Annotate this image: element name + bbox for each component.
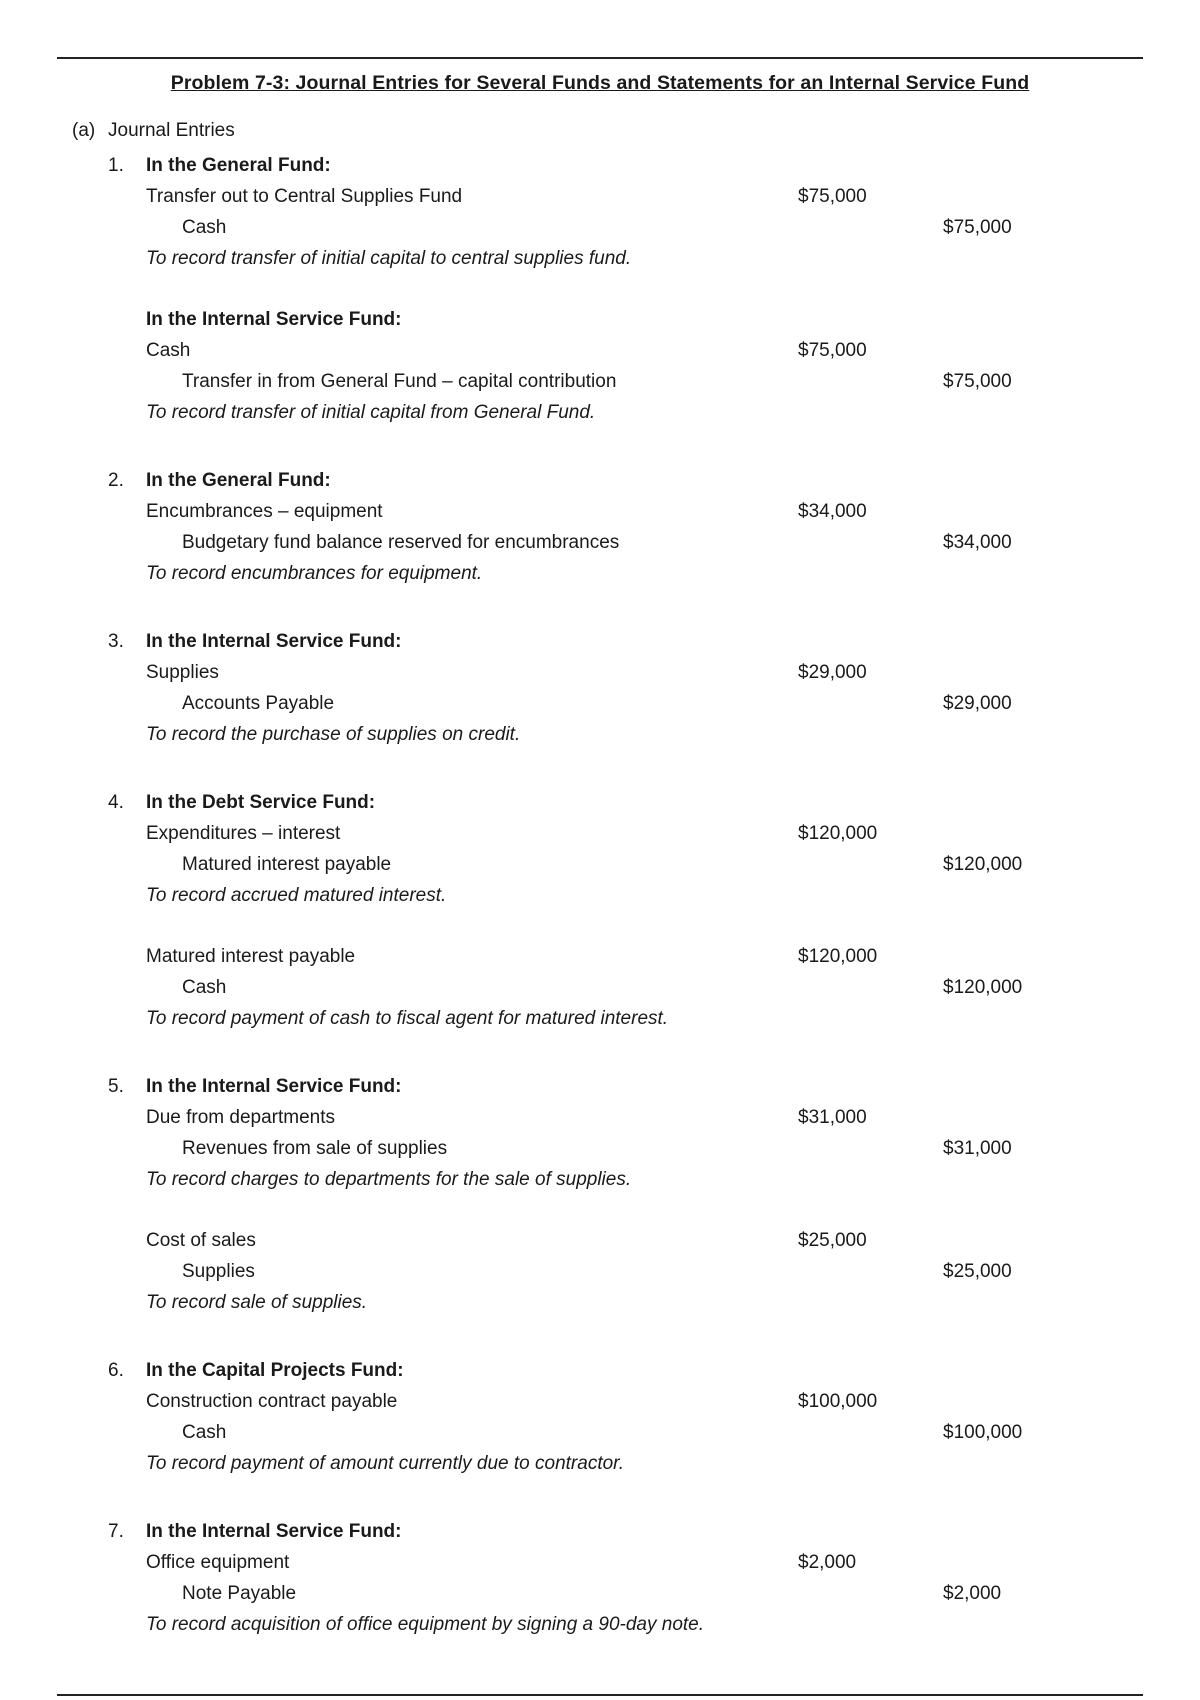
debit-line (0, 496, 1200, 527)
entry-group (0, 787, 1200, 1034)
debit-amount: $120,000 (798, 946, 878, 967)
credit-line (0, 688, 1200, 719)
credit-amount: $34,000 (943, 532, 1012, 553)
description-line (0, 1287, 1200, 1318)
credit-amount: $75,000 (943, 371, 1012, 392)
credit-line (0, 527, 1200, 558)
entry-description: To record payment of amount currently due to contractor. (146, 1453, 625, 1474)
credit-account: Note Payable (182, 1583, 297, 1604)
journal-entry (0, 150, 1200, 274)
credit-line (0, 212, 1200, 243)
credit-line (0, 1417, 1200, 1448)
journal-entry (0, 1355, 1200, 1479)
journal-entry (0, 304, 1200, 428)
entry-group (0, 626, 1200, 750)
debit-line (0, 657, 1200, 688)
journal-entry (0, 1225, 1200, 1318)
debit-amount: $100,000 (798, 1391, 878, 1412)
credit-amount: $120,000 (943, 977, 1023, 998)
entry-description: To record accrued matured interest. (146, 885, 447, 906)
fund-heading: In the Internal Service Fund: (146, 1521, 402, 1542)
journal-entry (0, 626, 1200, 750)
credit-line (0, 849, 1200, 880)
entry-description: To record acquisition of office equipment by signing a 90-day note. (146, 1614, 705, 1635)
debit-account: Construction contract payable (146, 1391, 398, 1412)
section-label: Journal Entries (108, 120, 235, 141)
debit-amount: $2,000 (798, 1552, 857, 1573)
section-heading (72, 120, 235, 142)
entry-group (0, 1355, 1200, 1479)
credit-account: Cash (182, 217, 227, 238)
entry-number: 2. (108, 470, 124, 491)
fund-line (0, 1355, 1200, 1386)
debit-account: Cash (146, 340, 191, 361)
entry-number: 5. (108, 1076, 124, 1097)
description-line (0, 1448, 1200, 1479)
entry-group (0, 150, 1200, 428)
entry-group (0, 465, 1200, 589)
credit-amount: $2,000 (943, 1583, 1002, 1604)
credit-amount: $120,000 (943, 854, 1023, 875)
credit-line (0, 1133, 1200, 1164)
entry-group (0, 1516, 1200, 1640)
fund-line (0, 787, 1200, 818)
credit-amount: $100,000 (943, 1422, 1023, 1443)
entry-description: To record payment of cash to fiscal agent for matured interest. (146, 1008, 669, 1029)
credit-line (0, 972, 1200, 1003)
entry-number: 1. (108, 155, 124, 176)
fund-heading: In the Capital Projects Fund: (146, 1360, 404, 1381)
page-title: Problem 7-3: Journal Entries for Several Funds and Statements for an Internal Service Fund (170, 72, 1030, 94)
debit-line (0, 1386, 1200, 1417)
credit-account: Transfer in from General Fund – capital contribution (182, 371, 617, 392)
entry-number: 4. (108, 792, 124, 813)
fund-heading: In the General Fund: (146, 155, 331, 176)
entry-number: 3. (108, 631, 124, 652)
journal-entry (0, 465, 1200, 589)
description-line (0, 1164, 1200, 1195)
debit-amount: $31,000 (798, 1107, 867, 1128)
entry-number: 6. (108, 1360, 124, 1381)
journal-entry (0, 941, 1200, 1034)
description-line (0, 719, 1200, 750)
description-line (0, 1003, 1200, 1034)
entry-group (0, 1071, 1200, 1318)
debit-line (0, 335, 1200, 366)
debit-account: Due from departments (146, 1107, 336, 1128)
debit-amount: $75,000 (798, 186, 867, 207)
description-line (0, 243, 1200, 274)
debit-account: Expenditures – interest (146, 823, 341, 844)
top-rule (57, 57, 1143, 59)
credit-line (0, 366, 1200, 397)
fund-heading: In the General Fund: (146, 470, 331, 491)
journal-entry (0, 787, 1200, 911)
credit-line (0, 1256, 1200, 1287)
credit-amount: $25,000 (943, 1261, 1012, 1282)
debit-account: Cost of sales (146, 1230, 256, 1251)
entry-description: To record transfer of initial capital from General Fund. (146, 402, 596, 423)
journal-entries (0, 150, 1200, 1677)
debit-account: Encumbrances – equipment (146, 501, 383, 522)
credit-amount: $75,000 (943, 217, 1012, 238)
debit-account: Supplies (146, 662, 219, 683)
debit-amount: $120,000 (798, 823, 878, 844)
entry-number: 7. (108, 1521, 124, 1542)
credit-line (0, 1578, 1200, 1609)
bottom-rule (57, 1694, 1143, 1696)
fund-line (0, 626, 1200, 657)
fund-line (0, 465, 1200, 496)
debit-line (0, 941, 1200, 972)
credit-account: Revenues from sale of supplies (182, 1138, 448, 1159)
fund-heading: In the Debt Service Fund: (146, 792, 376, 813)
credit-amount: $29,000 (943, 693, 1012, 714)
journal-entry (0, 1071, 1200, 1195)
section-letter: (a) (72, 120, 96, 141)
fund-heading: In the Internal Service Fund: (146, 309, 402, 330)
debit-account: Office equipment (146, 1552, 290, 1573)
credit-account: Matured interest payable (182, 854, 392, 875)
entry-description: To record charges to departments for the sale of supplies. (146, 1169, 632, 1190)
debit-account: Transfer out to Central Supplies Fund (146, 186, 463, 207)
description-line (0, 1609, 1200, 1640)
entry-description: To record transfer of initial capital to central supplies fund. (146, 248, 632, 269)
fund-heading: In the Internal Service Fund: (146, 631, 402, 652)
credit-account: Supplies (182, 1261, 255, 1282)
description-line (0, 397, 1200, 428)
entry-description: To record encumbrances for equipment. (146, 563, 483, 584)
debit-line (0, 1102, 1200, 1133)
fund-line (0, 1071, 1200, 1102)
credit-amount: $31,000 (943, 1138, 1012, 1159)
debit-line (0, 1225, 1200, 1256)
debit-amount: $29,000 (798, 662, 867, 683)
entry-description: To record the purchase of supplies on credit. (146, 724, 521, 745)
fund-line (0, 150, 1200, 181)
debit-line (0, 181, 1200, 212)
debit-amount: $34,000 (798, 501, 867, 522)
journal-entry (0, 1516, 1200, 1640)
debit-account: Matured interest payable (146, 946, 356, 967)
credit-account: Accounts Payable (182, 693, 335, 714)
fund-heading: In the Internal Service Fund: (146, 1076, 402, 1097)
description-line (0, 880, 1200, 911)
debit-line (0, 1547, 1200, 1578)
credit-account: Budgetary fund balance reserved for encumbrances (182, 532, 620, 553)
debit-line (0, 818, 1200, 849)
fund-line (0, 304, 1200, 335)
credit-account: Cash (182, 1422, 227, 1443)
debit-amount: $75,000 (798, 340, 867, 361)
debit-amount: $25,000 (798, 1230, 867, 1251)
entry-description: To record sale of supplies. (146, 1292, 368, 1313)
credit-account: Cash (182, 977, 227, 998)
description-line (0, 558, 1200, 589)
fund-line (0, 1516, 1200, 1547)
